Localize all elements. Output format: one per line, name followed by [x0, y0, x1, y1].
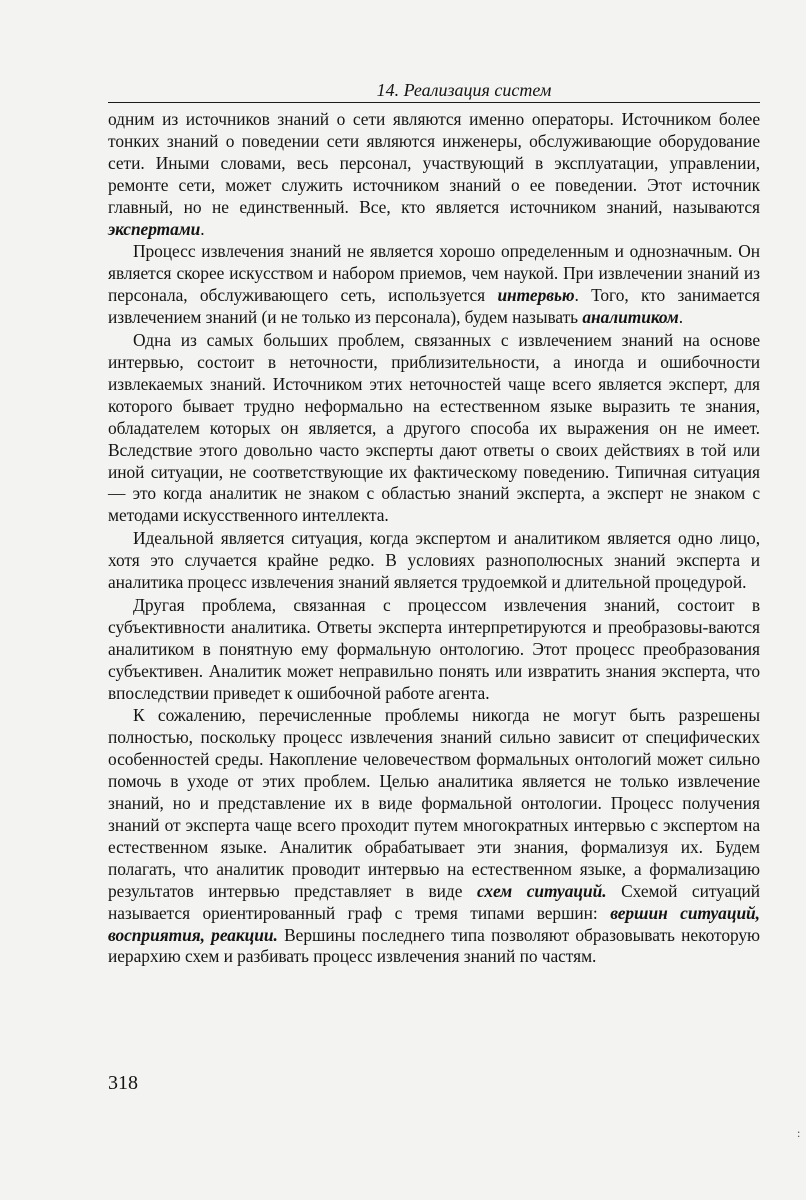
paragraph-2: Процесс извлечения знаний не является хорошо определенным и однозначным. Он является скорее искусством и набором приемов, чем наукой. При извлечении знаний из персонала, обслуживающего сеть, используется интервью. Того, кто занимается извлечением знаний (и не только из персонала), будем называть аналитиком. [108, 241, 760, 328]
term-vertex-types: вершин ситуаций, восприятия, реакции. [108, 902, 760, 945]
term-analyst: аналитиком [582, 307, 679, 328]
header-rule [108, 102, 760, 103]
paragraph-6: К сожалению, перечисленные проблемы никогда не могут быть разрешены полностью, поскольку процесс извлечения знаний сильно зависит от специфических особенностей среды. Накопление человечеством формальных онтологий может сильно помочь в уходе от этих проблем. Целью аналитика является не только извлечение знаний, но и представление их в виде формальной онтологии. Процесс получения знаний от эксперта чаще всего проходит путем многократных интервью с экспертом на естественном языке. Аналитик обрабатывает эти знания, формализуя их. Будем полагать, что аналитик проводит интервью на естественном языке, а формализацию результатов интервью представляет в виде схем ситуаций. Схемой ситуаций называется ориентированный граф с тремя типами вершин: вершин ситуаций, восприятия, реакции. Вершины последнего типа позволяют образовывать некоторую иерархию схем и разбивать процесс извлечения знаний по частям. [108, 705, 761, 967]
term-experts: экспертами [108, 218, 201, 239]
term-situation-schemes: схем ситуаций. [476, 880, 607, 901]
paragraph-4: Идеальной является ситуация, когда экспертом и аналитиком является одно лицо, хотя это случается крайне редко. В условиях разнополюсных знаний эксперта и аналитика процесс извлечения знаний является трудоемкой и длительной процедурой. [108, 528, 760, 593]
paragraph-5: Другая проблема, связанная с процессом извлечения знаний, состоит в субъективности аналитика. Ответы эксперта интерпретируются и преобразовы-ваются аналитиком в понятную ему формальную онтологию. Этот процесс преобразования субъективен. Аналитик может неправильно понять или извратить знания эксперта, что впоследствии приведет к ошибочной работе агента. [108, 594, 760, 703]
book-page [108, 78, 760, 968]
page-number: 318 [108, 1072, 138, 1094]
paragraph-1: одним из источников знаний о сети являются именно операторы. Источником более тонких знаний о поведении сети являются инженеры, обслуживающие оборудование сети. Иными словами, весь персонал, участвующий в эксплуатации, управлении, ремонте сети, может служить источником знаний о ее поведении. Этот источник главный, но не единственный. Все, кто является источником знаний, называются экспертами. [108, 109, 760, 239]
running-head: 14. Реализация систем [376, 80, 552, 100]
body-text [108, 109, 760, 968]
term-interview: интервью [497, 285, 575, 306]
scan-edge-mark: : [797, 1126, 801, 1140]
paragraph-3: Одна из самых больших проблем, связанных с извлечением знаний на основе интервью, состоит в неточности, приблизительности, а иногда и ошибочности извлекаемых знаний. Источником этих неточностей чаще всего является эксперт, для которого бывает трудно неформально на естественном языке выразить те знания, обладателем которых он является, а другого способа их выражения он не имеет. Вследствие этого довольно часто эксперты дают ответы о своих действиях в той или иной ситуации, не соответствующие их фактическому поведению. Типичная ситуация — это когда аналитик не знаком с областью знаний эксперта, а эксперт не знаком с методами искусственного интеллекта. [108, 330, 760, 526]
